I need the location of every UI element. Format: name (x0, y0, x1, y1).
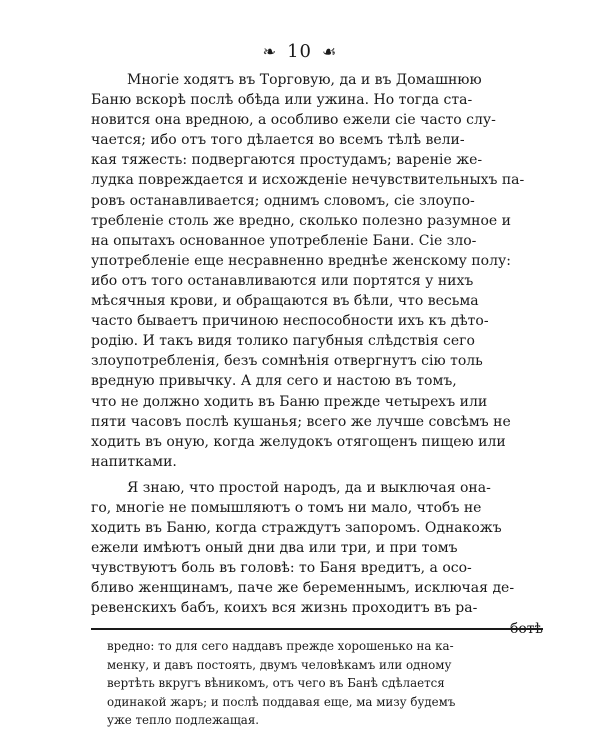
text-line: требленіе столь же вредно, сколько полезно разумное и (91, 212, 511, 229)
text-line: пяти часовъ послѣ кушанья; всего же лучше совсѣмъ не (91, 413, 511, 430)
text-line: бливо женщинамъ, паче же беременнымъ, исключая де- (91, 580, 515, 597)
text-line: напитками. (91, 453, 177, 470)
text-line: лудка повреждается и исхожденіе нечувствительныхъ па- (91, 172, 525, 189)
footnote-line: одинакой жаръ; и послѣ поддавая еще, ма мизу будемъ (107, 694, 456, 709)
text-line: злоупотребленія, безъ сомнѣнія отвергнутъ сію толь (91, 353, 483, 370)
text-line: ревенскихъ бабъ, коихъ вся жизнь проходитъ въ ра- (91, 600, 478, 617)
page-header (0, 40, 600, 62)
text-line: что не должно ходить въ Баню прежде четырехъ или (91, 393, 488, 410)
text-line: го, многіе не помышляютъ о томъ ни мало, чтобъ не (91, 499, 482, 516)
ornament-left-icon: ❧ (262, 41, 278, 61)
text-line: родію. И такъ видя толико пагубныя слѣдствія сего (91, 333, 475, 350)
text-line: на опытахъ основанное употребленіе Бани. Сіе зло- (91, 232, 477, 249)
text-line: новится она вредною, а особливо ежели сіе часто слу- (91, 112, 496, 129)
footnote-line: вредно: то для сего наддавъ прежде хорошенько на ка- (107, 639, 454, 653)
text-line: мѣсячныя крови, и обращаются въ бѣли, что весьма (91, 293, 479, 310)
footnote-line: менку, и давъ постоять, двумъ человѣкамъ или одному (107, 657, 452, 672)
text-line: вредную привычку. А для сего и настою въ томъ, (91, 373, 457, 390)
footnote-divider (91, 628, 543, 630)
catchword: ботѣ (509, 620, 543, 637)
text-line: часто бываетъ причиною неспособности ихъ къ дѣто- (91, 313, 489, 330)
text-line: Баню вскорѣ послѣ обѣда или ужина. Но тогда ста- (91, 92, 473, 109)
text-line: Я знаю, что простой народъ, да и выключая она- (127, 479, 491, 496)
text-line: кая тяжесть: подвергаются простудамъ; вареніе же- (91, 152, 483, 169)
text-line: чувствуютъ боль въ головѣ: то Баня вредитъ, а осо- (91, 560, 472, 577)
text-line: ежели имѣютъ оный дни два или три, и при томъ (91, 540, 458, 557)
footnote (107, 637, 543, 730)
text-line: чается; ибо отъ того дѣлается во всемъ тѣлѣ вели- (91, 132, 465, 149)
text-line: ибо отъ того останавливаются или портятся у нихъ (91, 272, 474, 289)
text-line: ровъ останавливается; однимъ словомъ, сіе злоупо- (91, 192, 475, 209)
ornament-right-icon: ☙ (321, 41, 338, 61)
text-line: употребленіе еще несравненно вреднѣе женскому полу: (91, 252, 511, 269)
footnote-line: уже тепло подлежащая. (107, 713, 260, 728)
page-number: 10 (287, 40, 312, 62)
text-line: ходить въ Баню, когда страждутъ запоромъ. Однакожъ (91, 520, 502, 537)
footnote-line: вертѣть вкругъ вѣникомъ, отъ чего въ Банѣ сдѣлается (107, 676, 445, 691)
main-text (91, 70, 543, 639)
text-line: ходить въ оную, когда желудокъ отягощенъ пищею или (91, 433, 506, 450)
text-line: Многіе ходятъ въ Торговую, да и въ Домашнюю (127, 72, 482, 88)
